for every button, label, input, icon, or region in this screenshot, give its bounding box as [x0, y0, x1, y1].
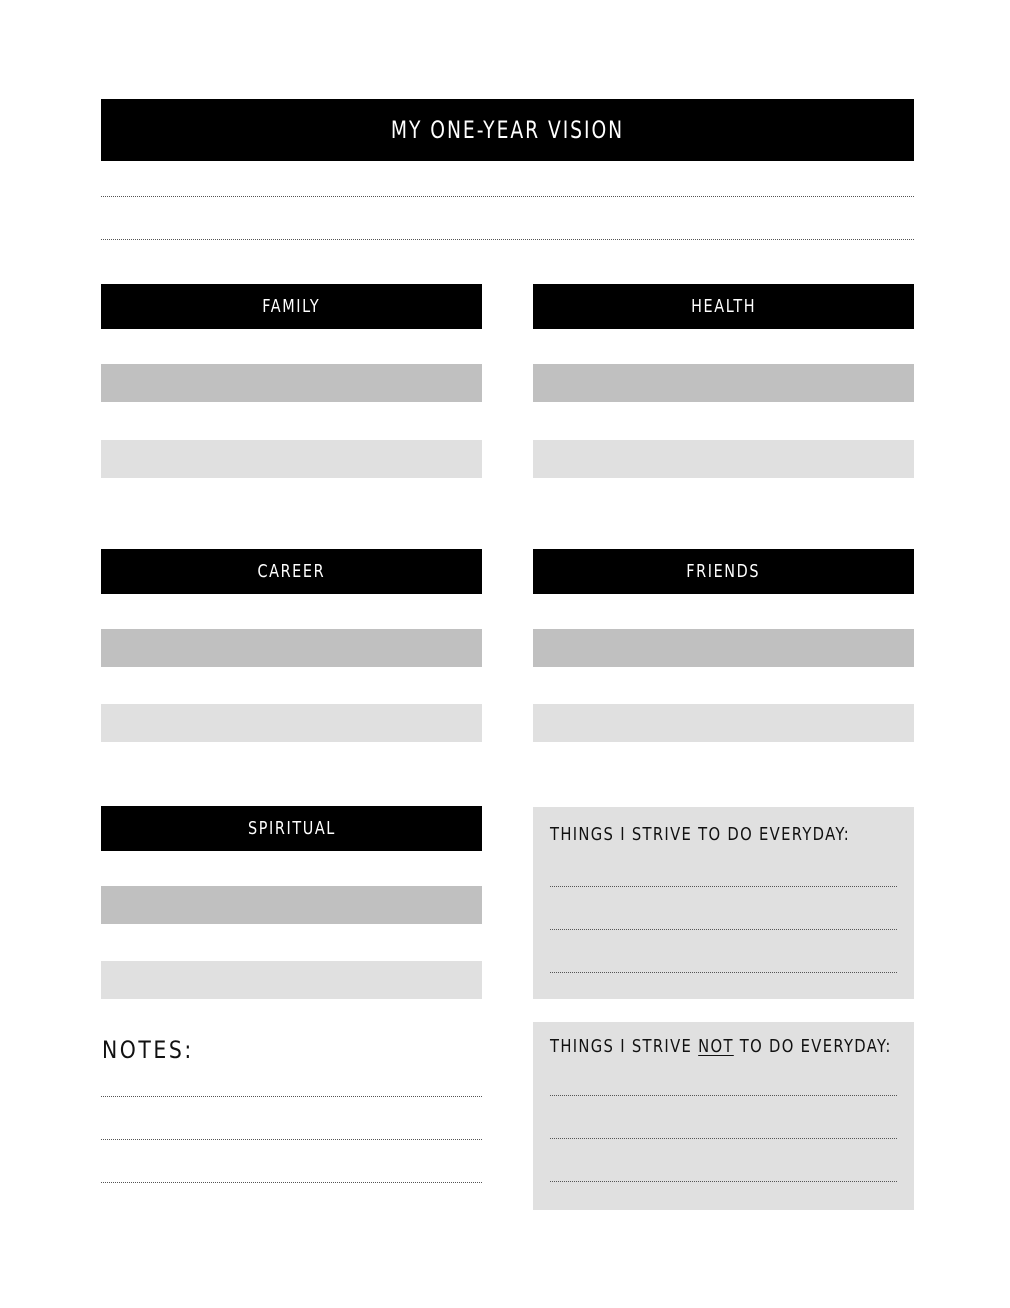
notes-line-1[interactable] — [101, 1096, 482, 1097]
page-title-bar — [101, 99, 914, 161]
strive-not-line-3[interactable] — [550, 1181, 897, 1182]
notes-label: NOTES: — [102, 1036, 194, 1064]
strive-not-heading-end: TO DO EVERYDAY: — [733, 1036, 892, 1057]
strive-not-line-1[interactable] — [550, 1095, 897, 1096]
friends-entry-1[interactable] — [533, 629, 914, 667]
notes-line-3[interactable] — [101, 1182, 482, 1183]
strive-not-heading — [550, 1036, 892, 1057]
vision-line-1[interactable] — [101, 196, 914, 197]
strive-line-1[interactable] — [550, 886, 897, 887]
friends-label: FRIENDS — [686, 561, 761, 582]
family-entry-1[interactable] — [101, 364, 482, 402]
health-entry-2[interactable] — [533, 440, 914, 478]
career-label: CAREER — [257, 561, 326, 582]
strive-line-2[interactable] — [550, 929, 897, 930]
strive-not-panel — [533, 1022, 914, 1210]
strive-line-3[interactable] — [550, 972, 897, 973]
family-entry-2[interactable] — [101, 440, 482, 478]
health-entry-1[interactable] — [533, 364, 914, 402]
career-header — [101, 549, 482, 594]
strive-panel — [533, 807, 914, 999]
career-entry-2[interactable] — [101, 704, 482, 742]
spiritual-entry-1[interactable] — [101, 886, 482, 924]
strive-not-emphasis: NOT — [698, 1036, 734, 1057]
spiritual-label: SPIRITUAL — [247, 818, 336, 839]
family-header — [101, 284, 482, 329]
friends-header — [533, 549, 914, 594]
spiritual-header — [101, 806, 482, 851]
health-label: HEALTH — [690, 296, 757, 317]
health-header — [533, 284, 914, 329]
strive-not-line-2[interactable] — [550, 1138, 897, 1139]
career-entry-1[interactable] — [101, 629, 482, 667]
family-label: FAMILY — [262, 296, 321, 317]
vision-line-2[interactable] — [101, 239, 914, 240]
spiritual-entry-2[interactable] — [101, 961, 482, 999]
strive-not-heading-start: THINGS I STRIVE — [550, 1036, 699, 1057]
friends-entry-2[interactable] — [533, 704, 914, 742]
notes-line-2[interactable] — [101, 1139, 482, 1140]
strive-heading: THINGS I STRIVE TO DO EVERYDAY: — [550, 824, 851, 845]
page-title: MY ONE-YEAR VISION — [390, 116, 625, 144]
